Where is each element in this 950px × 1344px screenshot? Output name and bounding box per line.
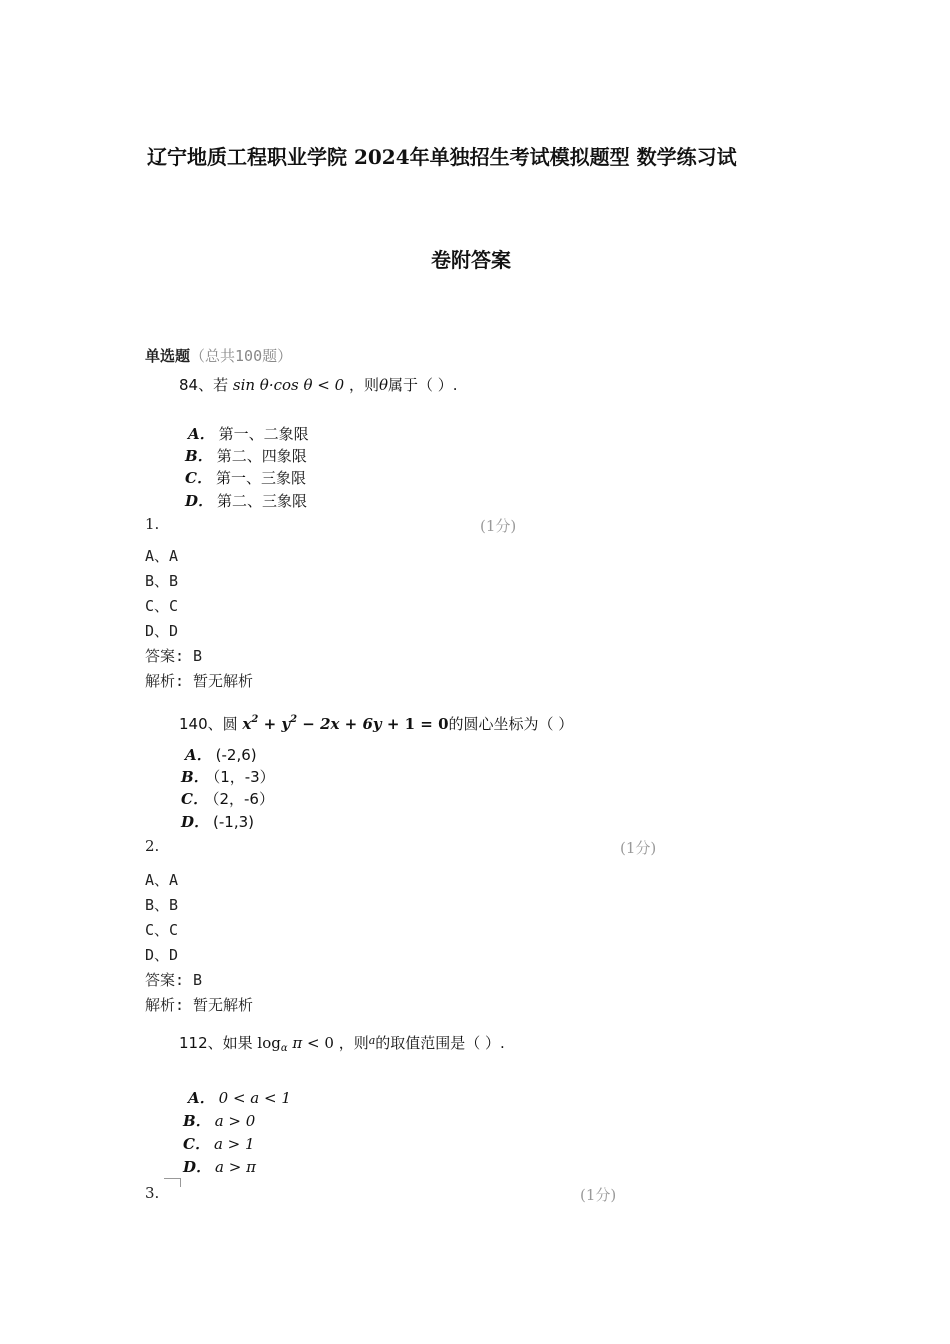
question-1-stem-suffix: 属于（ ）. xyxy=(388,376,458,394)
question-1-choice-a[interactable]: A、A xyxy=(145,547,179,565)
question-1-answer: 答案: B xyxy=(145,647,203,665)
question-2-number: 2. xyxy=(145,837,160,855)
question-3-option-b xyxy=(183,1110,255,1131)
question-2-option-c xyxy=(181,788,274,809)
option-text: a > 0 xyxy=(214,1112,256,1130)
option-letter: B． xyxy=(185,447,213,465)
document-title-line-2: 卷附答案 xyxy=(431,248,511,272)
option-text: 第二、四象限 xyxy=(216,447,307,465)
question-1-option-b xyxy=(185,445,307,466)
question-3-stem-middle: ，则 xyxy=(338,1034,369,1052)
option-text: （2，-6） xyxy=(211,790,274,808)
question-2-stem xyxy=(179,713,573,734)
question-2-formula: $x^2 + y^2 - 2x + 6y + 1 = 0$ xyxy=(242,714,449,733)
question-2-stem-prefix: 140、圆 xyxy=(179,715,238,733)
option-text: a > 1 xyxy=(213,1135,255,1153)
question-1-score: (1分) xyxy=(480,517,517,535)
option-letter: A． xyxy=(188,425,215,443)
question-3-stem-suffix: 的取值范围是（ ）. xyxy=(375,1034,505,1052)
question-2-choice-a[interactable]: A、A xyxy=(145,871,179,889)
question-3-number: 3. xyxy=(145,1184,160,1202)
option-text: 第一、三象限 xyxy=(215,469,306,487)
option-letter: D． xyxy=(185,492,214,510)
question-1-option-c xyxy=(185,467,306,488)
question-2-option-d xyxy=(181,811,254,832)
question-3-option-d xyxy=(183,1156,256,1177)
question-3-score: (1分) xyxy=(580,1186,617,1204)
option-text: (-2,6) xyxy=(215,746,257,764)
question-2-choice-d[interactable]: D、D xyxy=(145,946,179,964)
question-2-choice-b[interactable]: B、B xyxy=(145,896,179,914)
option-letter: B． xyxy=(181,768,209,786)
question-3-formula: $\log_\alpha \pi < 0$ xyxy=(257,1034,334,1054)
option-letter: C． xyxy=(185,469,212,487)
question-2-stem-suffix: 的圆心坐标为（ ） xyxy=(448,715,574,733)
question-1-number: 1. xyxy=(145,515,160,533)
question-1-stem xyxy=(179,374,458,395)
option-text: (-1,3) xyxy=(213,813,254,831)
option-letter: D． xyxy=(183,1158,212,1176)
option-text: 第二、三象限 xyxy=(217,492,308,510)
question-2-answer: 答案: B xyxy=(145,971,203,989)
option-text: 第一、二象限 xyxy=(218,425,309,443)
question-2-score: (1分) xyxy=(620,839,657,857)
question-1-stem-prefix: 84、若 xyxy=(179,376,229,394)
question-3-option-c xyxy=(183,1133,255,1154)
option-text: a > π xyxy=(215,1158,256,1176)
image-frame-corner xyxy=(164,1178,181,1187)
option-letter: A． xyxy=(185,746,212,764)
question-1-stem-middle: ，则 xyxy=(348,376,379,394)
question-1-choice-d[interactable]: D、D xyxy=(145,622,179,640)
question-3-stem-prefix: 112、如果 xyxy=(179,1034,253,1052)
option-letter: D． xyxy=(181,813,210,831)
question-1-choice-b[interactable]: B、B xyxy=(145,572,179,590)
question-3-option-a xyxy=(188,1087,291,1108)
option-letter: B． xyxy=(183,1112,211,1130)
question-1-analysis: 解析: 暂无解析 xyxy=(145,672,254,690)
option-letter: C． xyxy=(183,1135,210,1153)
question-2-option-a xyxy=(185,744,257,765)
question-1-formula: sin θ·cos θ < 0 xyxy=(232,376,345,394)
question-2-option-b xyxy=(181,766,275,787)
question-1-choice-c[interactable]: C、C xyxy=(145,597,179,615)
option-letter: A． xyxy=(188,1089,215,1107)
option-text: （1，-3） xyxy=(212,768,275,786)
section-name: 单选题 xyxy=(145,347,191,365)
question-2-analysis: 解析: 暂无解析 xyxy=(145,996,254,1014)
document-title-line-1: 辽宁地质工程职业学院 2024年单独招生考试模拟题型 数学练习试 xyxy=(147,145,737,169)
option-text: 0 < a < 1 xyxy=(218,1089,291,1107)
question-1-option-a xyxy=(188,423,309,444)
option-letter: C． xyxy=(181,790,208,808)
question-3-variable: a xyxy=(368,1034,376,1047)
question-3-stem xyxy=(179,1032,505,1053)
section-heading xyxy=(145,345,292,366)
question-1-variable: θ xyxy=(378,376,389,394)
question-2-choice-c[interactable]: C、C xyxy=(145,921,179,939)
section-count: （总共100题） xyxy=(190,347,293,365)
question-1-option-d xyxy=(185,490,307,511)
